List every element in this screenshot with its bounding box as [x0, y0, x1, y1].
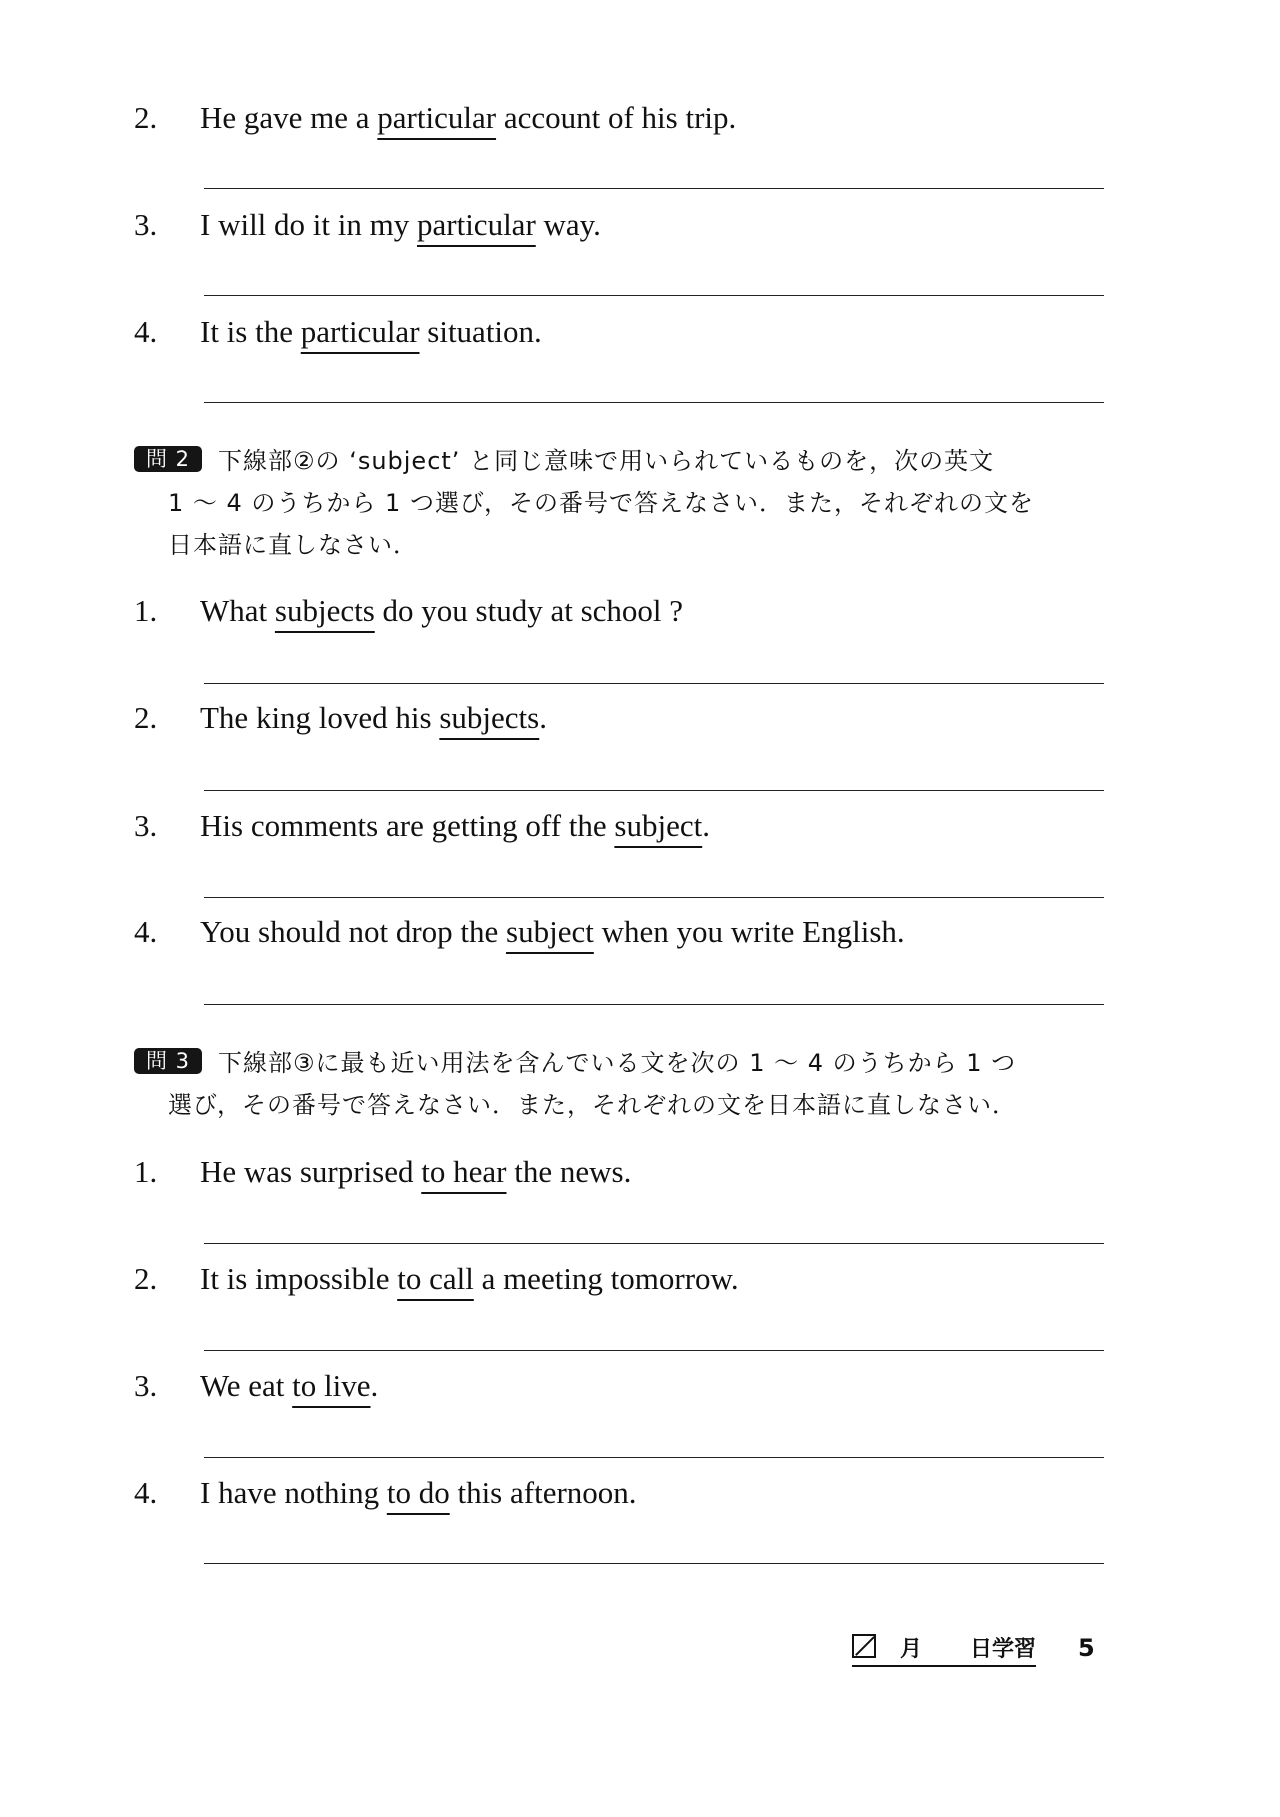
sentence-post: do you study at school ?	[374, 593, 684, 628]
sentence-pre: You should not drop the	[200, 914, 507, 949]
checkbox-icon[interactable]	[852, 1634, 876, 1658]
underlined-word: subject	[614, 808, 703, 843]
sentence-item	[134, 1259, 739, 1299]
item-number: 1.	[134, 1154, 158, 1189]
sentence-item	[134, 98, 736, 138]
sentence-item	[134, 1473, 637, 1513]
answer-line[interactable]	[204, 683, 1104, 684]
instruction-line: 下線部②の ‘subject’ と同じ意味で用いられているものを，次の英文	[218, 447, 995, 475]
sentence-pre: I will do it in my	[200, 207, 417, 242]
underlined-word: particular	[417, 207, 536, 242]
sentence-item	[134, 205, 601, 245]
sentence-item	[134, 1366, 378, 1406]
instruction-line: 1 ～ 4 のうちから 1 つ選び，その番号で答えなさい．また，それぞれの文を	[168, 489, 1034, 517]
underlined-word: particular	[300, 314, 420, 349]
underlined-word: subjects	[439, 700, 540, 735]
question-3-instructions	[134, 1042, 1104, 1126]
sentence-pre: I have nothing	[200, 1475, 387, 1510]
sentence-post: a meeting tomorrow.	[473, 1261, 739, 1296]
study-date-footer	[852, 1632, 1095, 1667]
sentence-pre: His comments are getting off the	[200, 808, 615, 843]
sentence-post: .	[539, 700, 547, 735]
item-number: 4.	[134, 1475, 158, 1510]
item-number: 2.	[134, 700, 158, 735]
underlined-word: particular	[377, 100, 497, 135]
answer-line[interactable]	[204, 295, 1104, 296]
sentence-post: .	[370, 1368, 379, 1403]
question-2-instructions	[134, 440, 1104, 566]
sentence-pre: It is the	[200, 314, 301, 349]
answer-line[interactable]	[204, 1004, 1104, 1005]
sentence-post: the news.	[506, 1154, 632, 1189]
underlined-word: to call	[397, 1261, 474, 1296]
question-badge: 問 2	[134, 446, 202, 472]
sentence-item	[134, 1152, 631, 1192]
underlined-word: subject	[506, 914, 594, 949]
day-study-label: 日学習	[970, 1637, 1037, 1662]
underlined-word: to do	[386, 1475, 450, 1510]
answer-line[interactable]	[204, 790, 1104, 791]
sentence-post: situation.	[419, 314, 542, 349]
sentence-post: .	[702, 808, 710, 843]
underlined-word: subjects	[274, 593, 375, 628]
item-number: 3.	[134, 207, 158, 242]
answer-line[interactable]	[204, 897, 1104, 898]
item-number: 2.	[134, 100, 158, 135]
sentence-pre: He was surprised	[200, 1154, 422, 1189]
sentence-post: account of his trip.	[496, 100, 737, 135]
item-number: 1.	[134, 593, 158, 628]
sentence-pre: He gave me a	[200, 100, 378, 135]
item-number: 4.	[134, 914, 158, 949]
item-number: 3.	[134, 1368, 158, 1403]
item-number: 4.	[134, 314, 158, 349]
sentence-post: this afternoon.	[449, 1475, 637, 1510]
sentence-item	[134, 312, 542, 352]
answer-line[interactable]	[204, 1350, 1104, 1351]
answer-line[interactable]	[204, 1457, 1104, 1458]
answer-line[interactable]	[204, 402, 1104, 403]
underlined-word: to hear	[421, 1154, 507, 1189]
sentence-item	[134, 698, 547, 738]
instruction-line: 下線部③に最も近い用法を含んでいる文を次の 1 ～ 4 のうちから 1 つ	[218, 1049, 1017, 1077]
answer-line[interactable]	[204, 1563, 1104, 1564]
month-label: 月	[900, 1637, 923, 1662]
item-number: 2.	[134, 1261, 158, 1296]
sentence-post: way.	[535, 207, 601, 242]
sentence-pre: We eat	[200, 1368, 293, 1403]
answer-line[interactable]	[204, 1243, 1104, 1244]
underlined-word: to live	[292, 1368, 371, 1403]
sentence-pre: What	[200, 593, 275, 628]
sentence-post: when you write English.	[593, 914, 905, 949]
sentence-item	[134, 591, 683, 631]
question-badge: 問 3	[134, 1048, 202, 1074]
sentence-pre: It is impossible	[200, 1261, 398, 1296]
sentence-item	[134, 912, 905, 952]
instruction-line: 日本語に直しなさい．	[168, 531, 418, 559]
instruction-line: 選び，その番号で答えなさい．また，それぞれの文を日本語に直しなさい．	[168, 1091, 1018, 1119]
item-number: 3.	[134, 808, 158, 843]
study-date-line	[852, 1632, 1036, 1667]
sentence-pre: The king loved his	[200, 700, 440, 735]
answer-line[interactable]	[204, 188, 1104, 189]
page-number: 5	[1078, 1634, 1095, 1662]
sentence-item	[134, 806, 710, 846]
